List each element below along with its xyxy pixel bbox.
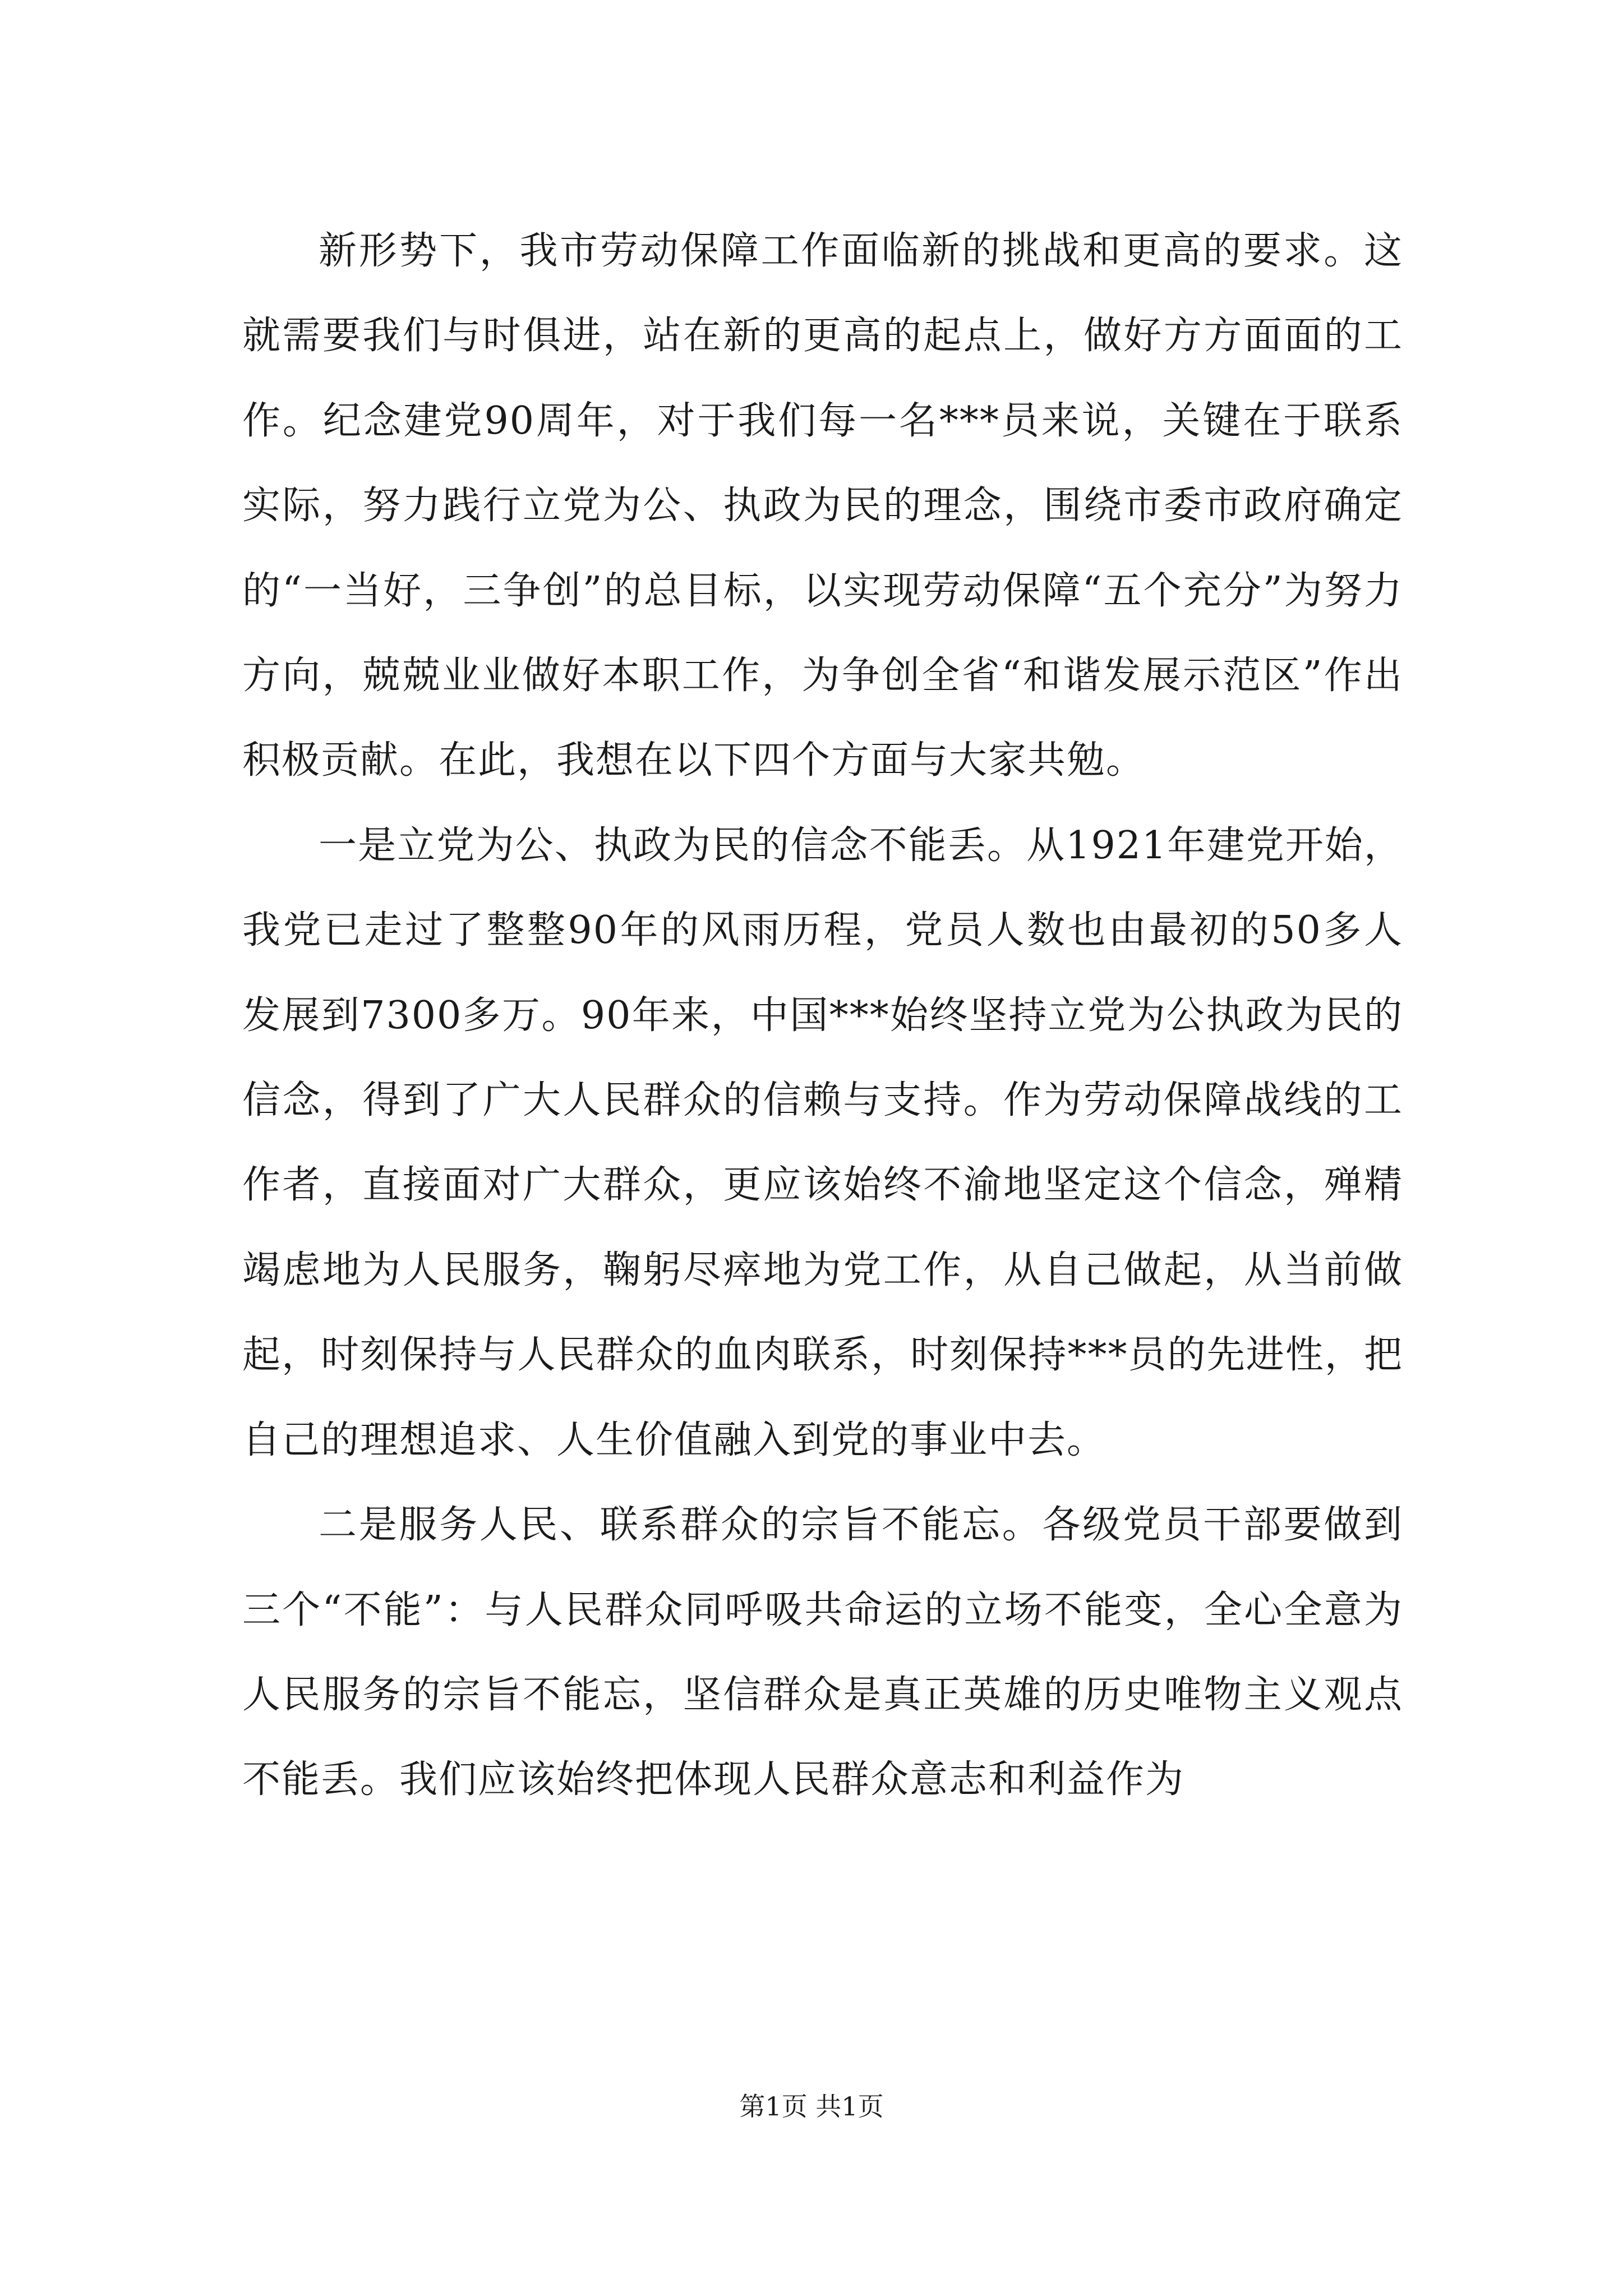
- page-footer: 第1页 共1页: [739, 2091, 884, 2122]
- paragraph-intro: 新形势下，我市劳动保障工作面临新的挑战和更高的要求。这就需要我们与时俱进，站在新的更高的起点上，做好方方面面的工作。纪念建党90周年，对于我们每一名***员来说，关键在于联系实际，努力践行立党为公、执政为民的理念，围绕市委市政府确定的“一当好，三争创”的总目标，以实现劳动保障“五个充分”为努力方向，兢兢业业做好本职工作，为争创全省“和谐发展示范区”作出积极贡献。在此，我想在以下四个方面与大家共勉。: [242, 229, 1403, 783]
- document-body: [242, 209, 1403, 1823]
- paragraph-point-one: 一是立党为公、执政为民的信念不能丢。从1921年建党开始，我党已走过了整整90年的风雨历程，党员人数也由最初的50多人发展到7300多万。90年来，中国***始终坚持立党为公执政为民的信念，得到了广大人民群众的信赖与支持。作为劳动保障战线的工作者，直接面对广大群众，更应该始终不渝地坚定这个信念，殚精竭虑地为人民服务，鞠躬尽瘁地为党工作，从自己做起，从当前做起，时刻保持与人民群众的血肉联系，时刻保持***员的先进性，把自己的理想追求、人生价值融入到党的事业中去。: [242, 823, 1403, 1462]
- paragraph-point-two: 二是服务人民、联系群众的宗旨不能忘。各级党员干部要做到三个“不能”：与人民群众同呼吸共命运的立场不能变，全心全意为人民服务的宗旨不能忘，坚信群众是真正英雄的历史唯物主义观点不能丢。我们应该始终把体现人民群众意志和利益作为: [242, 1503, 1403, 1802]
